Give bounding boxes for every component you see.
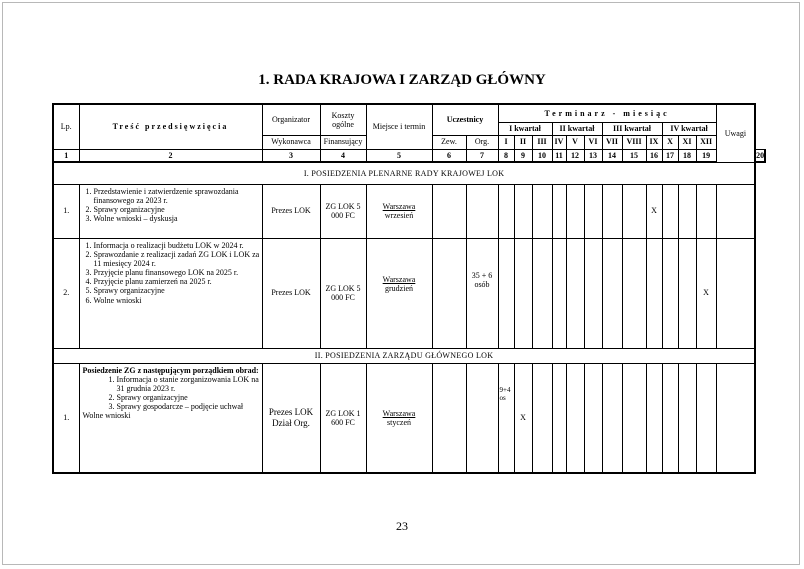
month-viii: VIII xyxy=(622,135,646,149)
month-cell xyxy=(514,238,532,348)
agenda-item: 2. Sprawozdanie z realizacji zadań ZG LOK i LOK za 11 miesięcy 2024 r. xyxy=(94,250,260,268)
col-number: 3 xyxy=(262,149,320,162)
month-cell xyxy=(696,184,716,238)
header-wykonawca: Wykonawca xyxy=(262,135,320,149)
location-city: Warszawa xyxy=(382,201,416,211)
schedule-table xyxy=(52,103,766,474)
col-number: 17 xyxy=(662,149,678,162)
month-cell-note: 9+4 os xyxy=(498,363,514,473)
month-cell xyxy=(584,238,602,348)
month-cell xyxy=(662,238,678,348)
month-cell xyxy=(566,184,584,238)
header-uwagi: Uwagi xyxy=(716,104,755,162)
table-row xyxy=(53,363,765,473)
header-uczestnicy: Uczestnicy xyxy=(432,104,498,135)
month-cell xyxy=(602,238,622,348)
agenda-item: 3. Przyjęcie planu finansowego LOK na 2025 r. xyxy=(94,268,260,277)
row-koszty: ZG LOK 5 000 FC xyxy=(320,238,366,348)
row-description xyxy=(79,363,262,473)
col-number: 20 xyxy=(755,149,765,162)
row-uwagi xyxy=(716,184,755,238)
header-org: Org. xyxy=(466,135,498,149)
col-number: 10 xyxy=(532,149,552,162)
month-cell xyxy=(602,184,622,238)
row-description xyxy=(79,238,262,348)
page-number: 23 xyxy=(396,519,408,533)
table-row xyxy=(53,238,765,348)
location-month: styczeń xyxy=(387,417,411,427)
month-cell-marked: X xyxy=(696,238,716,348)
agenda-item: 2. Sprawy organizacyjne xyxy=(94,205,260,214)
month-vii: VII xyxy=(602,135,622,149)
col-number: 5 xyxy=(366,149,432,162)
section-title-rada: I. POSIEDZENIA PLENARNE RADY KRAJOWEJ LOK xyxy=(53,162,755,184)
col-number: 12 xyxy=(566,149,584,162)
month-cell xyxy=(584,184,602,238)
month-cell xyxy=(532,363,552,473)
month-iv: IV xyxy=(552,135,566,149)
location-city: Warszawa xyxy=(382,408,416,418)
col-number: 4 xyxy=(320,149,366,162)
location-city: Warszawa xyxy=(382,274,416,284)
location-month: grudzień xyxy=(385,283,413,293)
col-number: 18 xyxy=(678,149,696,162)
row-miejsce xyxy=(366,363,432,473)
agenda-item: 3. Wolne wnioski – dyskusja xyxy=(94,214,260,223)
col-number: 1 xyxy=(53,149,79,162)
month-cell xyxy=(552,238,566,348)
month-cell xyxy=(566,363,584,473)
header-finansujacy: Finansujący xyxy=(320,135,366,149)
row-lp: 1. xyxy=(53,363,79,473)
agenda-intro: Posiedzenie ZG z następującym porządkiem obrad: xyxy=(82,365,259,375)
header-organizator: Organizator xyxy=(262,104,320,135)
month-cell xyxy=(622,238,646,348)
row-lp: 1. xyxy=(53,184,79,238)
month-cell xyxy=(678,238,696,348)
row-lp: 2. xyxy=(53,238,79,348)
row-org xyxy=(466,184,498,238)
month-cell xyxy=(514,184,532,238)
month-cell-marked: X xyxy=(514,363,532,473)
col-number: 14 xyxy=(602,149,622,162)
row-uwagi xyxy=(716,363,755,473)
col-number: 16 xyxy=(646,149,662,162)
row-zew xyxy=(432,238,466,348)
month-cell xyxy=(646,363,662,473)
col-number: 19 xyxy=(696,149,716,162)
month-v: V xyxy=(566,135,584,149)
col-number: 2 xyxy=(79,149,262,162)
month-iii: III xyxy=(532,135,552,149)
month-cell xyxy=(662,184,678,238)
month-vi: VI xyxy=(584,135,602,149)
col-number: 8 xyxy=(498,149,514,162)
month-cell xyxy=(602,363,622,473)
agenda-item: 6. Wolne wnioski xyxy=(94,296,260,305)
header-lp: Lp. xyxy=(53,104,79,149)
month-cell xyxy=(622,184,646,238)
section-title-zarzad: II. POSIEDZENIA ZARZĄDU GŁÓWNEGO LOK xyxy=(53,348,755,363)
month-cell xyxy=(646,238,662,348)
month-cell xyxy=(678,184,696,238)
month-xii: XII xyxy=(696,135,716,149)
agenda-item: 1. Przedstawienie i zatwierdzenie sprawozdania finansowego za 2023 r. xyxy=(94,187,260,205)
month-i: I xyxy=(498,135,514,149)
quarter-4: IV kwartał xyxy=(662,122,716,135)
col-number: 11 xyxy=(552,149,566,162)
location-month: wrzesień xyxy=(384,211,414,220)
month-cell xyxy=(662,363,678,473)
row-koszty: ZG LOK 1 600 FC xyxy=(320,363,366,473)
row-miejsce xyxy=(366,184,432,238)
agenda-item: 2. Sprawy organizacyjne xyxy=(117,393,260,402)
month-cell xyxy=(622,363,646,473)
agenda-item: 1. Informacja o stanie zorganizowania LOK na 31 grudnia 2023 r. xyxy=(117,375,260,393)
quarter-3: III kwartał xyxy=(602,122,662,135)
row-koszty: ZG LOK 5 000 FC xyxy=(320,184,366,238)
header-terminarz: Terminarz - miesiąc xyxy=(498,104,716,122)
month-cell xyxy=(566,238,584,348)
row-organizator: Prezes LOK xyxy=(262,238,320,348)
quarter-1: I kwartał xyxy=(498,122,552,135)
col-number: 6 xyxy=(432,149,466,162)
month-xi: XI xyxy=(678,135,696,149)
month-cell xyxy=(552,184,566,238)
month-x: X xyxy=(662,135,678,149)
row-uwagi xyxy=(716,238,755,348)
month-cell xyxy=(552,363,566,473)
col-number: 13 xyxy=(584,149,602,162)
month-cell xyxy=(584,363,602,473)
month-cell xyxy=(532,184,552,238)
month-cell xyxy=(498,238,514,348)
agenda-item: 3. Sprawy gospodarcze – podjęcie uchwał xyxy=(117,402,260,411)
col-number: 7 xyxy=(466,149,498,162)
quarter-2: II kwartał xyxy=(552,122,602,135)
month-cell xyxy=(678,363,696,473)
header-zew: Zew. xyxy=(432,135,466,149)
row-org xyxy=(466,363,498,473)
month-cell xyxy=(498,184,514,238)
row-organizator: Prezes LOK xyxy=(262,184,320,238)
table-row xyxy=(53,184,765,238)
agenda-closing: Wolne wnioski xyxy=(82,411,131,421)
agenda-item: 4. Przyjęcie planu zamierzeń na 2025 r. xyxy=(94,277,260,286)
header-miejsce: Miejsce i termin xyxy=(366,104,432,149)
col-number: 15 xyxy=(622,149,646,162)
agenda-item: 5. Sprawy organizacyjne xyxy=(94,286,260,295)
col-number: 9 xyxy=(514,149,532,162)
month-cell-marked: X xyxy=(646,184,662,238)
page-title: 1. RADA KRAJOWA I ZARZĄD GŁÓWNY xyxy=(258,72,546,88)
header-tresc: Treść przedsięwzięcia xyxy=(79,104,262,149)
month-cell xyxy=(696,363,716,473)
month-ix: IX xyxy=(646,135,662,149)
row-organizator: Prezes LOK Dział Org. xyxy=(262,363,320,473)
agenda-item: 1. Informacja o realizacji budżetu LOK w 2024 r. xyxy=(94,241,260,250)
row-org: 35 + 6 osób xyxy=(466,238,498,348)
row-zew xyxy=(432,363,466,473)
row-description xyxy=(79,184,262,238)
header-koszty: Koszty ogólne xyxy=(320,104,366,135)
month-cell xyxy=(532,238,552,348)
month-ii: II xyxy=(514,135,532,149)
row-miejsce xyxy=(366,238,432,348)
row-zew xyxy=(432,184,466,238)
